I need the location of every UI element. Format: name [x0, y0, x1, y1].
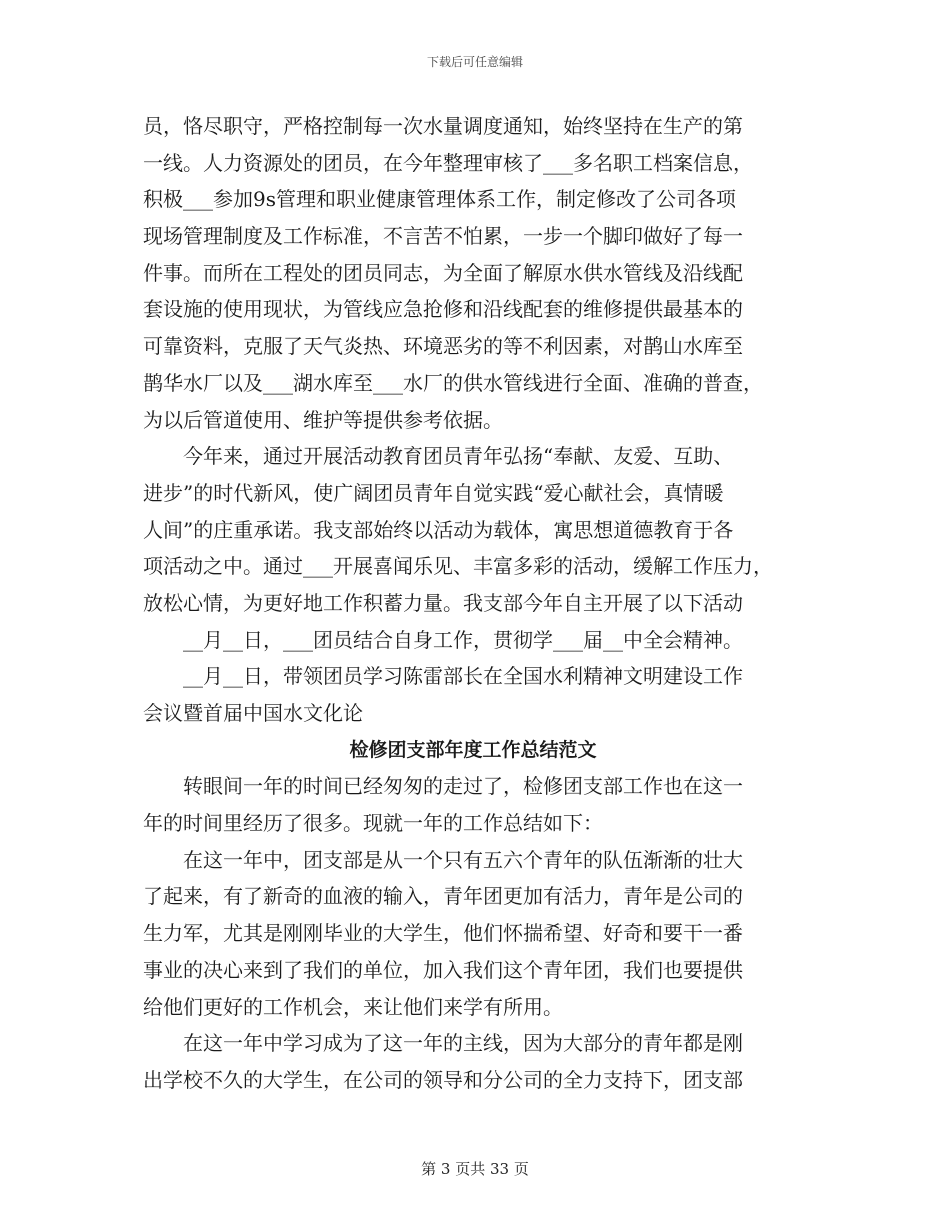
text-line: 进步”的时代新风，使广阔团员青年自觉实践“爱心献社会，真情暖	[143, 480, 724, 505]
text-line: 人间”的庄重承诺。我支部始终以活动为载体，寓思想道德教育于各	[143, 517, 734, 542]
text-line: 会议暨首届中国水文化论	[143, 701, 363, 725]
text-line: 生力军，尤其是刚刚毕业的大学生，他们怀揣希望、好奇和要干一番	[143, 921, 743, 946]
text-line: 了起来，有了新奇的血液的输入，青年团更加有活力，青年是公司的	[143, 884, 743, 909]
text-line: 转眼间一年的时间已经匆匆的走过了，检修团支部工作也在这一	[143, 774, 743, 799]
text-line: 事业的决心来到了我们的单位，加入我们这个青年团，我们也要提供	[143, 957, 743, 982]
text-line: 一线。人力资源处的团员，在今年整理审核了___多名职工档案信息，	[143, 150, 753, 175]
page-footer: 第 3 页共 33 页	[421, 1160, 529, 1178]
text-line: 年的时间里经历了很多。现就一年的工作总结如下：	[143, 811, 603, 836]
text-line: 项活动之中。通过___开展喜闻乐见、丰富多彩的活动，缓解工作压力，	[143, 554, 773, 579]
text-line: 为以后管道使用、维护等提供参考依据。	[143, 407, 503, 432]
document-body	[143, 108, 803, 1099]
text-line: 放松心情，为更好地工作积蓄力量。我支部今年自主开展了以下活动	[143, 590, 743, 615]
text-line: 在这一年中学习成为了这一年的主线，因为大部分的青年都是刚	[143, 1031, 743, 1056]
text-line: 给他们更好的工作机会，来让他们来学有所用。	[143, 994, 563, 1019]
text-line: 套设施的使用现状，为管线应急抢修和沿线配套的维修提供最基本的	[143, 297, 743, 322]
text-line: 出学校不久的大学生，在公司的领导和分公司的全力支持下，团支部	[143, 1067, 743, 1092]
text-line: 件事。而所在工程处的团员同志，为全面了解原水供水管线及沿线配	[143, 260, 743, 285]
text-line: 在这一年中，团支部是从一个只有五六个青年的队伍渐渐的壮大	[143, 847, 743, 872]
section-title: 检修团支部年度工作总结范文	[349, 738, 597, 761]
text-line: 积极___参加9s管理和职业健康管理体系工作，制定修改了公司各项	[143, 187, 736, 212]
text-line: 现场管理制度及工作标准，不言苦不怕累，一步一个脚印做好了每一	[143, 224, 743, 249]
text-line: 可靠资料，克服了天气炎热、环境恶劣的等不利因素，对鹊山水库至	[143, 334, 743, 359]
text-line: __月__日，___团员结合自身工作，贯彻学___届__中全会精神。	[143, 627, 743, 652]
text-line: 今年来，通过开展活动教育团员青年弘扬“奉献、友爱、互助、	[143, 444, 734, 469]
text-line: 鹊华水厂以及___湖水库至___水厂的供水管线进行全面、准确的普查，	[143, 370, 763, 395]
text-line: 员，恪尽职守，严格控制每一次水量调度通知，始终坚持在生产的第	[143, 114, 743, 138]
text-line: __月__日，带领团员学习陈雷部长在全国水利精神文明建设工作	[143, 664, 743, 689]
page-header: 下载后可任意编辑	[426, 55, 523, 69]
